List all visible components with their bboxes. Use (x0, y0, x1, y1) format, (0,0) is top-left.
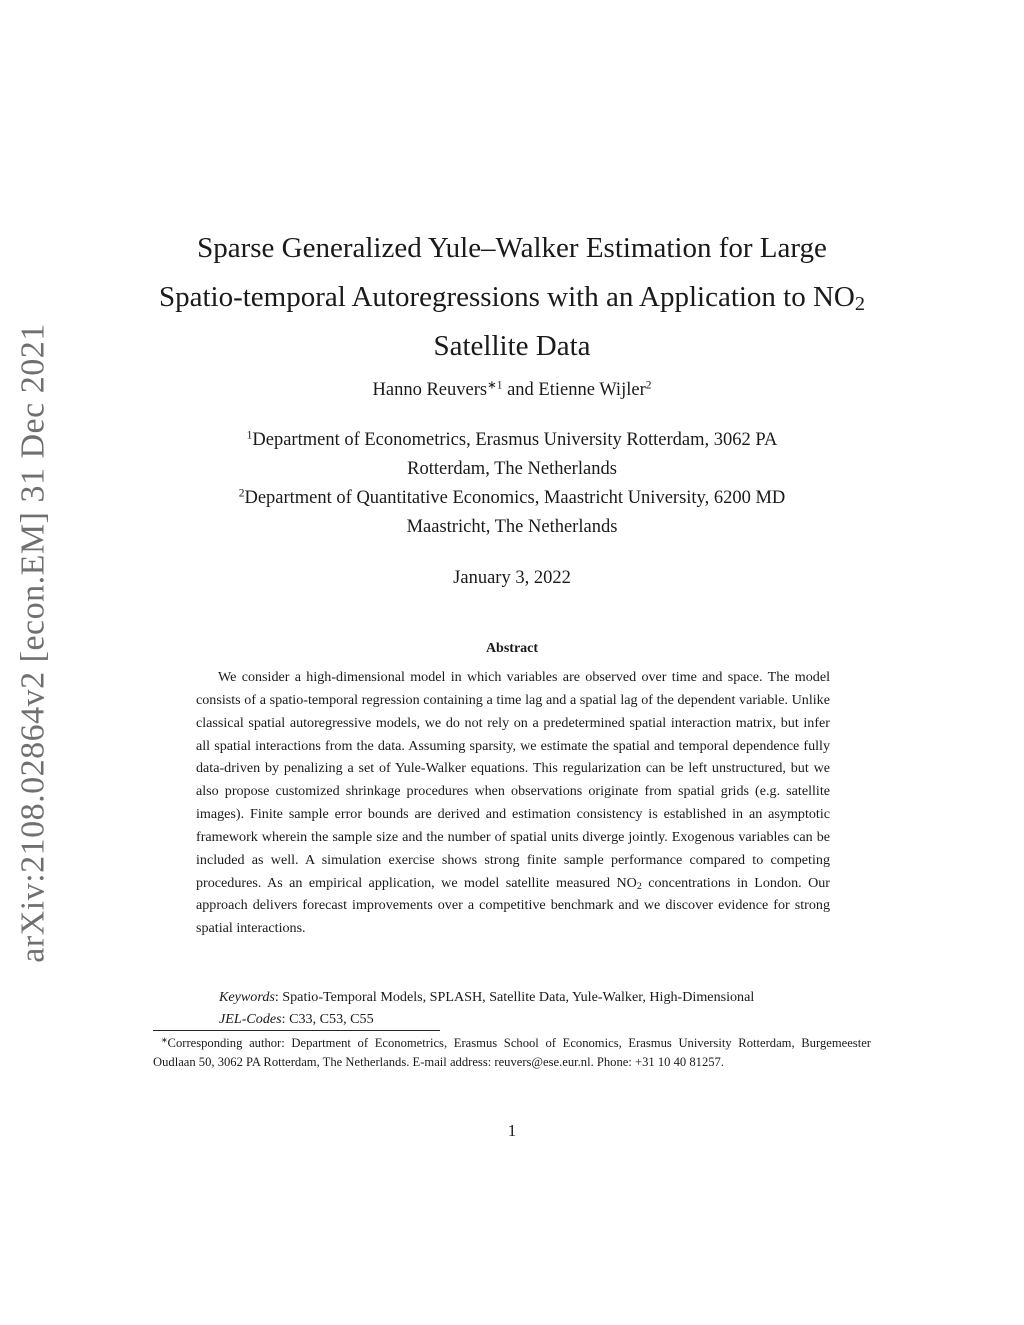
paper-title (130, 224, 894, 371)
jel-codes-value: : C33, C53, C55 (281, 1011, 374, 1027)
arxiv-identifier-stamp (3, 322, 65, 963)
keywords-value: : Spatio-Temporal Models, SPLASH, Satellite Data, Yule-Walker, High-Dimensional (274, 989, 755, 1005)
abstract-text-part-2: concentrations in London. Our approach delivers forecast improvements over a competitive benchmark and we discover evidence for strong spatial interactions. (196, 874, 831, 937)
abstract-text-part-1: We consider a high-dimensional model in which variables are observed over time and space. The model consists of a spatio-temporal regression containing a time lag and a spatial lag of the dependent variable. Unlike classical spatial autoregressive models, we do not rely on a predetermined spatial interaction matrix, but infer all spatial interactions from the data. Assuming sparsity, we estimate the spatial and temporal dependence fully data-driven by penalizing a set of Yule-Walker equations. This regularization can be left unstructured, but we also propose customized shrinkage procedures when observations originate from spatial grids (e.g. satellite images). Finite sample error bounds are derived and estimation consistency is established in an asymptotic framework wherein the sample size and the number of spatial units diverge jointly. Exogenous variables can be included as well. A simulation exercise shows strong finite sample performance compared to competing procedures. As an empirical application, we model satellite measured NO (196, 669, 830, 891)
keywords-line (219, 986, 879, 1008)
affiliation-1 (130, 426, 894, 484)
author-2-name: Etienne Wijler (538, 380, 646, 400)
affiliation-1-mark: 1 (246, 429, 253, 442)
affiliation-1-text: Department of Econometrics, Erasmus University Rotterdam, 3062 PA (252, 430, 778, 450)
publication-date: January 3, 2022 (453, 568, 571, 588)
affiliation-2-line-2: Maastricht, The Netherlands (406, 517, 618, 537)
title-line-1: Sparse Generalized Yule–Walker Estimation for Large (197, 232, 827, 264)
jel-codes-label: JEL-Codes (219, 1011, 282, 1027)
footnote-rule (153, 1030, 440, 1031)
title-line-2 (130, 273, 894, 322)
affiliation-1-line-1 (130, 426, 894, 455)
affiliation-2-text: Department of Quantitative Economics, Maastricht University, 6200 MD (244, 488, 786, 508)
affiliation-2-line-1 (130, 484, 894, 513)
author-1-mark: ∗1 (487, 379, 503, 392)
footnote (153, 1034, 871, 1072)
affiliation-2 (130, 484, 894, 542)
title-line-2-text: Spatio-temporal Autoregressions with an Application to NO (158, 281, 855, 313)
title-line-3: Satellite Data (433, 330, 591, 362)
keywords-label: Keywords (219, 989, 275, 1005)
footnote-mark: ∗ (161, 1035, 168, 1045)
arxiv-identifier-text: arXiv:2108.02864v2 [econ.EM] 31 Dec 2021 (15, 322, 53, 963)
footnote-text: Corresponding author: Department of Econometrics, Erasmus School of Economics, Erasmus University Rotterdam, Burgemeester Oudlaan 50, 3062 PA Rotterdam, The Netherlands. E-mail address: reuvers@ese.eur.nl. Phone: +31 10 40 81257. (153, 1036, 871, 1069)
abstract-no2-subscript: 2 (636, 880, 642, 892)
affiliation-1-line-2: Rotterdam, The Netherlands (407, 459, 617, 479)
abstract-body (196, 666, 830, 940)
title-no2-subscript: 2 (854, 293, 866, 316)
author-conjunction: and (507, 380, 534, 400)
author-1-name: Hanno Reuvers (372, 380, 488, 400)
abstract-heading: Abstract (485, 641, 539, 656)
page-number: 1 (507, 1121, 517, 1140)
jel-codes-line (219, 1008, 619, 1030)
author-list (130, 380, 894, 401)
affiliations (130, 426, 894, 542)
author-2-mark: 2 (645, 379, 652, 392)
affiliation-2-mark: 2 (238, 487, 245, 500)
